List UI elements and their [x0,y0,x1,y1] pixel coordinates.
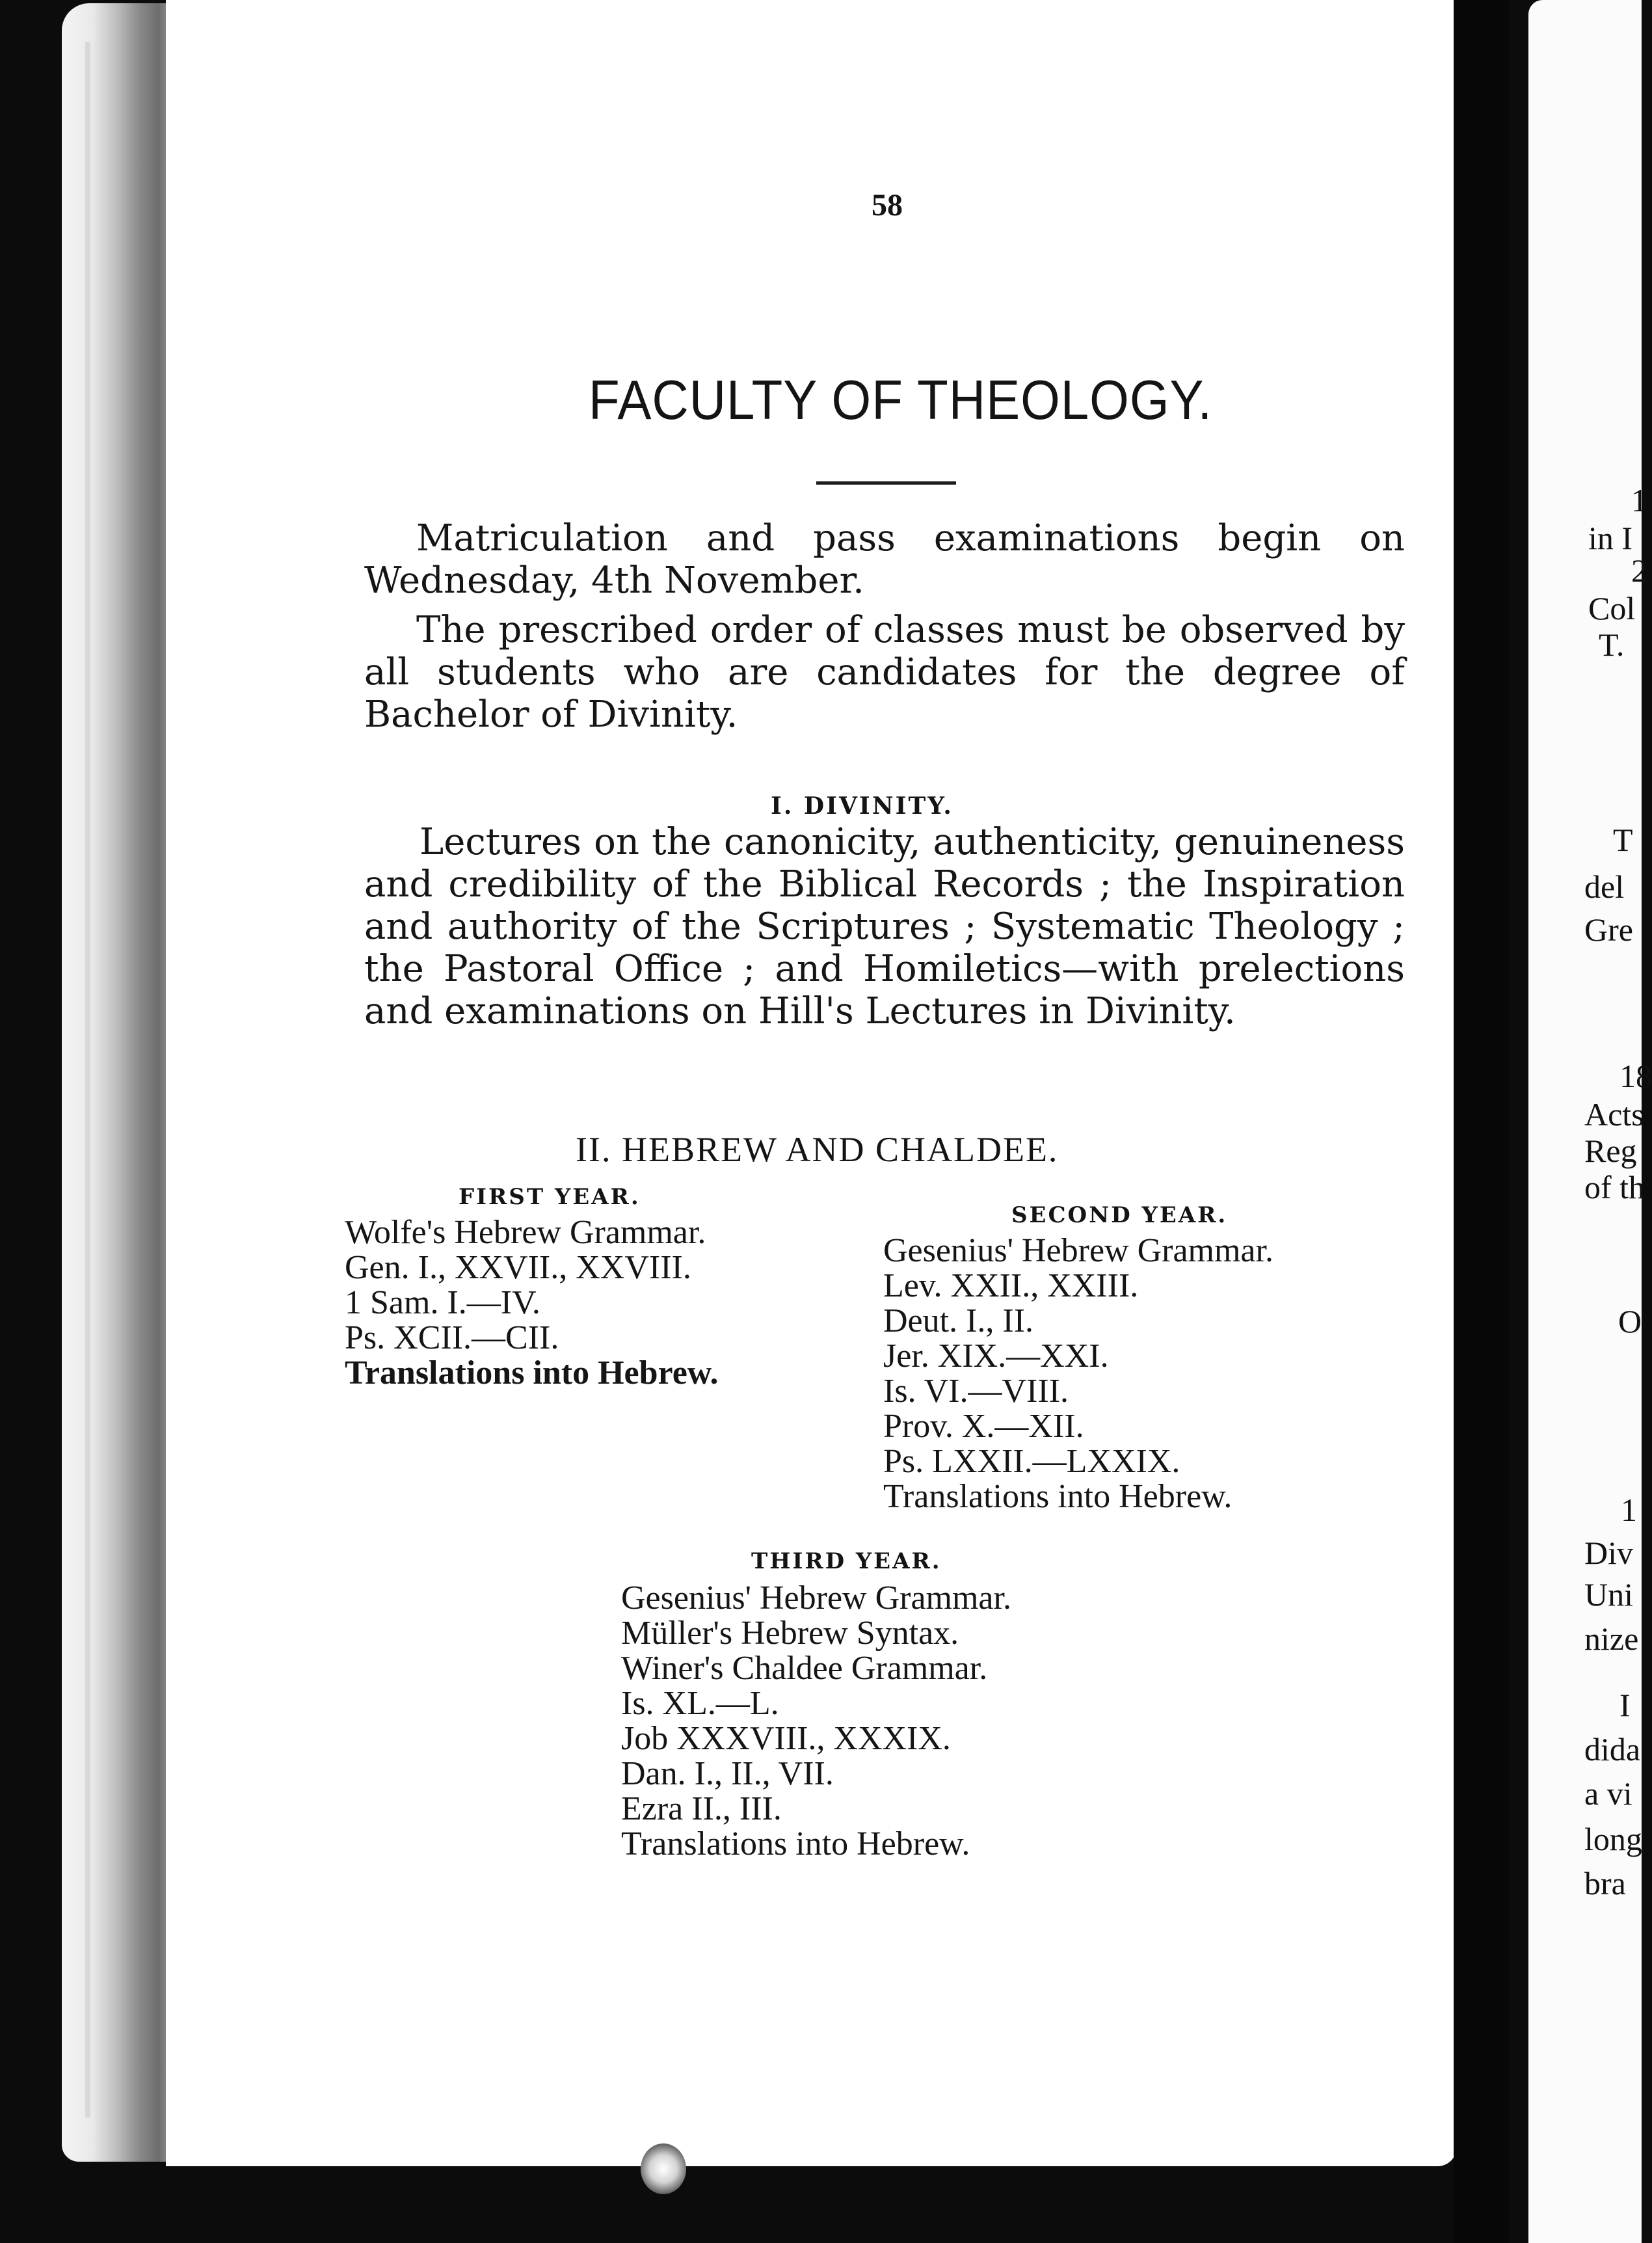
facing-fragment: bra [1584,1865,1626,1901]
list-item: Gesenius' Hebrew Grammar. [883,1232,1273,1269]
facing-fragment: Acts [1584,1096,1644,1133]
facing-fragment: T. [1599,626,1625,663]
facing-fragment: Gre [1584,911,1633,948]
facing-fragment: nize [1584,1620,1639,1657]
facing-fragment: Col [1588,590,1636,626]
list-item: Jer. XIX.—XXI. [883,1337,1109,1375]
facing-fragment: 2 [1631,552,1647,589]
list-item: Wolfe's Hebrew Grammar. [345,1214,706,1251]
divinity-heading: I. DIVINITY. [771,792,953,820]
list-item: Is. XL.—L. [621,1685,779,1722]
book-gutter [1454,0,1509,2243]
list-item: 1 Sam. I.—IV. [345,1284,540,1321]
list-item: Gen. I., XXVII., XXVIII. [345,1249,691,1286]
page-title: FACULTY OF THEOLOGY. [589,368,1213,431]
facing-fragment: in I [1588,520,1633,556]
third-year-list [621,1581,1011,1862]
list-item: Lev. XXII., XXIII. [883,1267,1139,1304]
facing-fragment: of th [1584,1169,1645,1205]
facing-fragment: Div [1584,1535,1633,1571]
list-item: Müller's Hebrew Syntax. [621,1615,959,1652]
facing-fragment: 18 [1619,1058,1652,1094]
facing-page [1528,0,1652,2243]
list-item: Deut. I., II. [883,1302,1034,1339]
list-item: Is. VI.—VIII. [883,1373,1069,1410]
facing-fragment: a vi [1584,1775,1632,1812]
second-year-heading: SECOND YEAR. [1011,1202,1228,1228]
facing-fragment: O [1618,1303,1642,1339]
light-flare [641,2143,686,2194]
first-year-heading: FIRST YEAR. [459,1184,641,1210]
list-item: Translations into Hebrew. [345,1354,719,1391]
first-year-list [345,1215,718,1391]
facing-fragment: T [1613,822,1633,858]
second-year-list [883,1233,1273,1514]
facing-fragment: dida [1584,1731,1641,1767]
third-year-heading: THIRD YEAR. [751,1548,942,1574]
facing-fragment: 1 [1631,482,1647,518]
list-item: Translations into Hebrew. [621,1825,970,1862]
list-item: Ps. LXXII.—LXXIX. [883,1443,1180,1480]
intro-paragraph: Matriculation and pass examinations begin on Wednesday, 4th November. [364,517,1405,602]
list-item: Job XXXVIII., XXXIX. [621,1720,951,1757]
list-item: Translations into Hebrew. [883,1478,1232,1515]
facing-fragment: I [1619,1687,1631,1723]
list-item: Ps. XCII.—CII. [345,1319,559,1356]
facing-fragment: Uni [1584,1576,1633,1613]
facing-fragment: Reg [1584,1133,1637,1169]
page-number: 58 [872,188,903,222]
title-rule [816,481,956,485]
facing-fragment: 1 [1621,1492,1637,1528]
hebrew-heading: II. HEBREW AND CHALDEE. [576,1130,1059,1169]
list-item: Prov. X.—XII. [883,1408,1084,1445]
intro-paragraph: The prescribed order of classes must be observed by all students who are candidates for the degree of Bachelor of Divinity. [364,609,1405,736]
list-item: Winer's Chaldee Grammar. [621,1650,988,1687]
list-item: Ezra II., III. [621,1790,782,1827]
list-item: Dan. I., II., VII. [621,1755,834,1792]
list-item: Gesenius' Hebrew Grammar. [621,1579,1011,1617]
facing-fragment: del [1584,868,1625,905]
divinity-paragraph: Lectures on the canonicity, authenticity, genuineness and credibility of the Biblical Records ; the Inspiration and authority of the Scriptures ; Systematic Theology ; the Pastoral Office ; and Homiletics—with prelections and examinations on Hill's Lectures in Divinity. [364,821,1405,1032]
facing-fragment: long [1584,1821,1642,1857]
